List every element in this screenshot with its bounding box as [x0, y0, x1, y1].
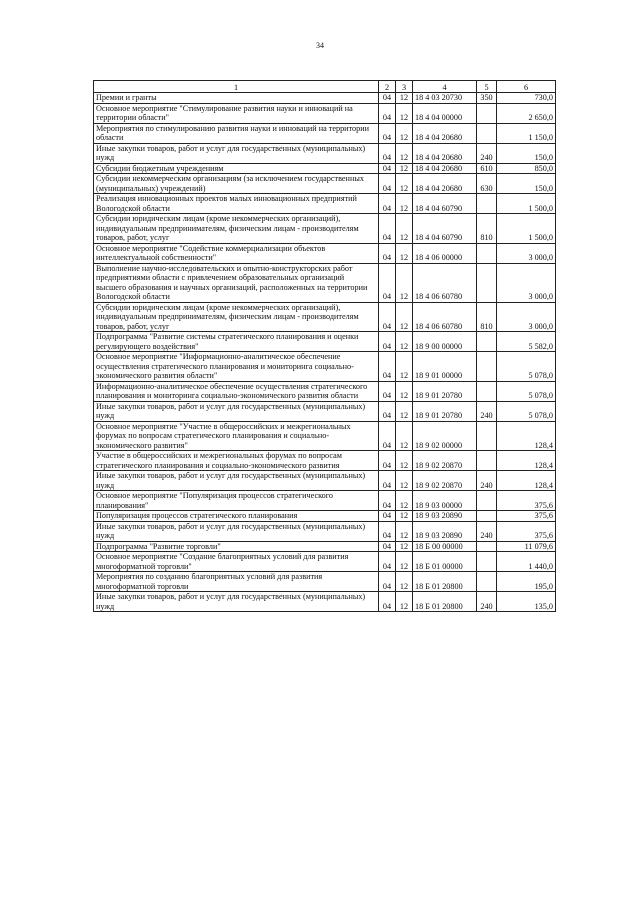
table-row [94, 103, 556, 123]
row-section-cell: 04 [379, 352, 396, 382]
row-subsection-cell: 12 [396, 302, 413, 332]
row-target-article-cell: 18 9 01 00000 [413, 352, 477, 382]
row-amount-cell: 5 078,0 [497, 381, 556, 401]
row-amount-cell: 11 079,6 [497, 541, 556, 552]
row-expense-type-cell: 240 [477, 401, 497, 421]
table-row [94, 332, 556, 352]
row-expense-type-cell: 630 [477, 174, 497, 194]
row-amount-cell: 135,0 [497, 592, 556, 612]
row-amount-cell: 850,0 [497, 163, 556, 174]
row-name-cell: Иные закупки товаров, работ и услуг для государственных (муниципальных) нужд [94, 143, 379, 163]
row-amount-cell: 1 150,0 [497, 123, 556, 143]
row-section-cell: 04 [379, 521, 396, 541]
table-row [94, 163, 556, 174]
row-section-cell: 04 [379, 214, 396, 244]
row-amount-cell: 150,0 [497, 174, 556, 194]
row-target-article-cell: 18 4 06 00000 [413, 243, 477, 263]
row-subsection-cell: 12 [396, 194, 413, 214]
row-section-cell: 04 [379, 511, 396, 522]
row-subsection-cell: 12 [396, 263, 413, 302]
row-target-article-cell: 18 9 03 20890 [413, 521, 477, 541]
row-name-cell: Основное мероприятие "Стимулирование развития науки и инноваций на территории области" [94, 103, 379, 123]
row-section-cell: 04 [379, 451, 396, 471]
row-expense-type-cell [477, 103, 497, 123]
header-col-4: 4 [413, 81, 477, 93]
row-section-cell: 04 [379, 381, 396, 401]
row-name-cell: Мероприятия по стимулированию развития науки и инноваций на территории области [94, 123, 379, 143]
row-amount-cell: 375,6 [497, 491, 556, 511]
row-expense-type-cell [477, 263, 497, 302]
row-subsection-cell: 12 [396, 352, 413, 382]
row-amount-cell: 375,6 [497, 521, 556, 541]
row-section-cell: 04 [379, 491, 396, 511]
row-amount-cell: 195,0 [497, 572, 556, 592]
row-expense-type-cell: 240 [477, 521, 497, 541]
table-row [94, 194, 556, 214]
row-amount-cell: 150,0 [497, 143, 556, 163]
row-amount-cell: 730,0 [497, 93, 556, 104]
row-amount-cell: 5 078,0 [497, 401, 556, 421]
row-target-article-cell: 18 4 04 20680 [413, 143, 477, 163]
row-target-article-cell: 18 4 06 60780 [413, 302, 477, 332]
table-row [94, 401, 556, 421]
row-subsection-cell: 12 [396, 471, 413, 491]
row-subsection-cell: 12 [396, 143, 413, 163]
row-target-article-cell: 18 9 02 20870 [413, 471, 477, 491]
table-row [94, 541, 556, 552]
row-name-cell: Выполнение научно-исследовательских и опытно-конструкторских работ предприятиями области с привлечением образовательных организаций высшего образования и научных организаций, расположенных на территории Вологодской области [94, 263, 379, 302]
row-expense-type-cell [477, 352, 497, 382]
row-subsection-cell: 12 [396, 332, 413, 352]
table-row [94, 93, 556, 104]
row-expense-type-cell [477, 332, 497, 352]
row-expense-type-cell: 810 [477, 214, 497, 244]
row-expense-type-cell [477, 421, 497, 451]
row-section-cell: 04 [379, 123, 396, 143]
row-amount-cell: 375,6 [497, 511, 556, 522]
row-name-cell: Реализация инновационных проектов малых инновационных предприятий Вологодской области [94, 194, 379, 214]
row-section-cell: 04 [379, 143, 396, 163]
table-row [94, 451, 556, 471]
row-expense-type-cell: 350 [477, 93, 497, 104]
row-expense-type-cell [477, 381, 497, 401]
row-target-article-cell: 18 9 03 20890 [413, 511, 477, 522]
row-target-article-cell: 18 9 03 00000 [413, 491, 477, 511]
row-subsection-cell: 12 [396, 552, 413, 572]
row-amount-cell: 5 078,0 [497, 352, 556, 382]
row-subsection-cell: 12 [396, 243, 413, 263]
row-expense-type-cell [477, 123, 497, 143]
row-target-article-cell: 18 4 04 20680 [413, 123, 477, 143]
table-row [94, 572, 556, 592]
row-amount-cell: 1 500,0 [497, 194, 556, 214]
table-row [94, 263, 556, 302]
row-amount-cell: 5 582,0 [497, 332, 556, 352]
row-expense-type-cell [477, 194, 497, 214]
row-expense-type-cell [477, 572, 497, 592]
row-expense-type-cell [477, 541, 497, 552]
row-subsection-cell: 12 [396, 163, 413, 174]
row-name-cell: Субсидии юридическим лицам (кроме некоммерческих организаций), индивидуальным предпринимателям, физическим лицам - производителям товаров, работ, услуг [94, 302, 379, 332]
row-amount-cell: 3 000,0 [497, 302, 556, 332]
row-name-cell: Иные закупки товаров, работ и услуг для государственных (муниципальных) нужд [94, 471, 379, 491]
row-amount-cell: 128,4 [497, 451, 556, 471]
row-expense-type-cell: 240 [477, 143, 497, 163]
row-section-cell: 04 [379, 541, 396, 552]
table-row [94, 592, 556, 612]
row-subsection-cell: 12 [396, 93, 413, 104]
row-target-article-cell: 18 Б 01 00000 [413, 552, 477, 572]
table-row [94, 471, 556, 491]
row-amount-cell: 3 000,0 [497, 263, 556, 302]
header-col-3: 3 [396, 81, 413, 93]
row-target-article-cell: 18 9 01 20780 [413, 401, 477, 421]
row-section-cell: 04 [379, 103, 396, 123]
table-row [94, 421, 556, 451]
row-section-cell: 04 [379, 552, 396, 572]
budget-table [93, 80, 556, 612]
row-section-cell: 04 [379, 263, 396, 302]
table-row [94, 521, 556, 541]
row-section-cell: 04 [379, 421, 396, 451]
row-name-cell: Подпрограмма "Развитие системы стратегического планирования и оценки регулирующего воздействия" [94, 332, 379, 352]
row-expense-type-cell [477, 243, 497, 263]
row-expense-type-cell [477, 552, 497, 572]
row-target-article-cell: 18 9 01 20780 [413, 381, 477, 401]
row-expense-type-cell: 610 [477, 163, 497, 174]
row-subsection-cell: 12 [396, 572, 413, 592]
row-subsection-cell: 12 [396, 592, 413, 612]
table-row [94, 243, 556, 263]
header-col-6: 6 [497, 81, 556, 93]
row-section-cell: 04 [379, 194, 396, 214]
row-section-cell: 04 [379, 302, 396, 332]
page-number: 34 [316, 41, 324, 50]
row-target-article-cell: 18 Б 00 00000 [413, 541, 477, 552]
table-row [94, 123, 556, 143]
row-target-article-cell: 18 4 04 00000 [413, 103, 477, 123]
row-expense-type-cell: 810 [477, 302, 497, 332]
row-subsection-cell: 12 [396, 521, 413, 541]
table-row [94, 143, 556, 163]
row-subsection-cell: 12 [396, 541, 413, 552]
row-name-cell: Субсидии юридическим лицам (кроме некоммерческих организаций), индивидуальным предпринимателям, физическим лицам - производителям товаров, работ, услуг [94, 214, 379, 244]
row-section-cell: 04 [379, 93, 396, 104]
row-amount-cell: 1 440,0 [497, 552, 556, 572]
row-subsection-cell: 12 [396, 214, 413, 244]
row-subsection-cell: 12 [396, 491, 413, 511]
table-row [94, 491, 556, 511]
row-target-article-cell: 18 9 02 20870 [413, 451, 477, 471]
row-target-article-cell: 18 9 00 00000 [413, 332, 477, 352]
row-name-cell: Информационно-аналитическое обеспечение осуществления стратегического планирования и мониторинга социально-экономического развития области [94, 381, 379, 401]
row-section-cell: 04 [379, 592, 396, 612]
row-name-cell: Мероприятия по созданию благоприятных условий для развития многоформатной торговли [94, 572, 379, 592]
row-amount-cell: 3 000,0 [497, 243, 556, 263]
row-target-article-cell: 18 Б 01 20800 [413, 592, 477, 612]
table-row [94, 302, 556, 332]
table-row [94, 511, 556, 522]
row-name-cell: Популяризация процессов стратегического планирования [94, 511, 379, 522]
header-col-5: 5 [477, 81, 497, 93]
row-target-article-cell: 18 Б 01 20800 [413, 572, 477, 592]
row-expense-type-cell [477, 491, 497, 511]
row-subsection-cell: 12 [396, 103, 413, 123]
row-subsection-cell: 12 [396, 401, 413, 421]
table-row [94, 214, 556, 244]
row-name-cell: Основное мероприятие "Участие в общероссийских и межрегиональных форумах по вопросам стратегического планирования и социально-экономического развития" [94, 421, 379, 451]
row-subsection-cell: 12 [396, 451, 413, 471]
row-name-cell: Иные закупки товаров, работ и услуг для государственных (муниципальных) нужд [94, 592, 379, 612]
row-section-cell: 04 [379, 572, 396, 592]
row-name-cell: Основное мероприятие "Информационно-аналитическое обеспечение осуществления стратегического планирования и мониторинга социально-экономического развития области" [94, 352, 379, 382]
row-name-cell: Участие в общероссийских и межрегиональных форумах по вопросам стратегического планирования и социально-экономического развития [94, 451, 379, 471]
header-col-1: 1 [94, 81, 379, 93]
table-row [94, 552, 556, 572]
row-amount-cell: 2 650,0 [497, 103, 556, 123]
row-subsection-cell: 12 [396, 421, 413, 451]
row-amount-cell: 1 500,0 [497, 214, 556, 244]
row-target-article-cell: 18 4 06 60780 [413, 263, 477, 302]
table-body [94, 93, 556, 612]
row-name-cell: Подпрограмма "Развитие торговли" [94, 541, 379, 552]
row-subsection-cell: 12 [396, 381, 413, 401]
row-expense-type-cell [477, 511, 497, 522]
row-section-cell: 04 [379, 471, 396, 491]
row-target-article-cell: 18 4 04 60790 [413, 194, 477, 214]
row-subsection-cell: 12 [396, 123, 413, 143]
row-section-cell: 04 [379, 401, 396, 421]
row-name-cell: Субсидии некоммерческим организациям (за исключением государственных (муниципальных) учреждений) [94, 174, 379, 194]
row-name-cell: Премии и гранты [94, 93, 379, 104]
row-subsection-cell: 12 [396, 511, 413, 522]
row-amount-cell: 128,4 [497, 421, 556, 451]
table-row [94, 352, 556, 382]
row-target-article-cell: 18 4 04 20680 [413, 174, 477, 194]
row-name-cell: Основное мероприятие "Популяризация процессов стратегического планирования" [94, 491, 379, 511]
row-target-article-cell: 18 9 02 00000 [413, 421, 477, 451]
row-name-cell: Субсидии бюджетным учреждениям [94, 163, 379, 174]
row-subsection-cell: 12 [396, 174, 413, 194]
row-expense-type-cell [477, 451, 497, 471]
row-section-cell: 04 [379, 163, 396, 174]
row-section-cell: 04 [379, 332, 396, 352]
table-row [94, 174, 556, 194]
row-expense-type-cell: 240 [477, 471, 497, 491]
row-expense-type-cell: 240 [477, 592, 497, 612]
row-name-cell: Иные закупки товаров, работ и услуг для государственных (муниципальных) нужд [94, 401, 379, 421]
row-name-cell: Основное мероприятие "Создание благоприятных условий для развития многоформатной торговли" [94, 552, 379, 572]
row-amount-cell: 128,4 [497, 471, 556, 491]
row-name-cell: Основное мероприятие "Содействие коммерциализации объектов интеллектуальной собственности" [94, 243, 379, 263]
row-section-cell: 04 [379, 174, 396, 194]
table-row [94, 381, 556, 401]
header-col-2: 2 [379, 81, 396, 93]
row-section-cell: 04 [379, 243, 396, 263]
table-header-row [94, 81, 556, 93]
row-target-article-cell: 18 4 04 20680 [413, 163, 477, 174]
row-name-cell: Иные закупки товаров, работ и услуг для государственных (муниципальных) нужд [94, 521, 379, 541]
row-target-article-cell: 18 4 04 60790 [413, 214, 477, 244]
row-target-article-cell: 18 4 03 20730 [413, 93, 477, 104]
